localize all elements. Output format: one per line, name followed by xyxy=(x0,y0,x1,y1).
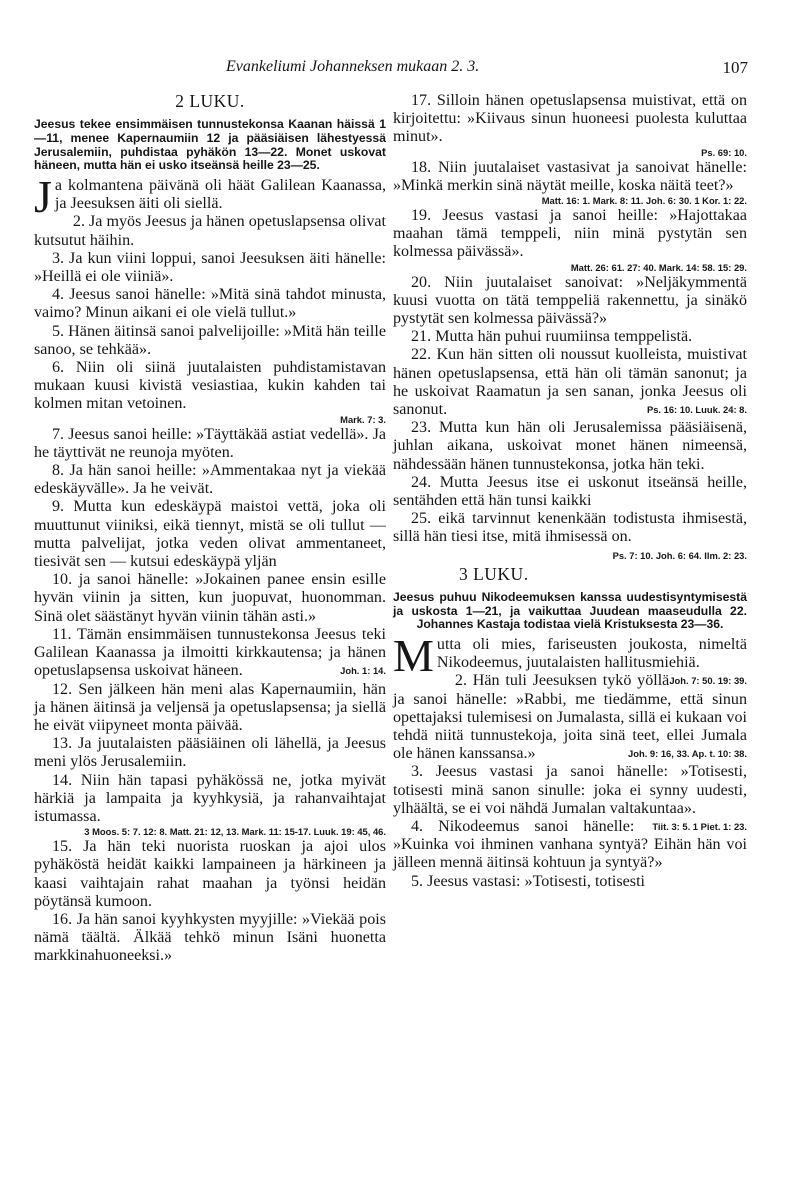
dropcap-j: J xyxy=(34,171,52,223)
verse-2-4: 4. Jeesus sanoi hänelle: »Mitä sinä tahdot minusta, vaimo? Minun aikani ei ole vielä tullut.» xyxy=(34,286,386,322)
verse-2-20: 20. Niin juutalaiset sanoivat: »Neljäkymmentä kuusi vuotta on tätä temppeliä rakennettu, ja sinäkö pystytät sen kolmessa päivässä?» xyxy=(393,273,747,328)
verse-3-2: 2. Hän tuli Jeesuksen tykö yöllä ja sanoi hänelle: »Rabbi, me tiedämme, että sinun opettajaksi tulemisesi on Jumalasta, sillä ei kukaan voi tehdä niitä tunnustekoja, joita sinä teet, ellei Jumala ole hänen kanssansa.» Joh. 9: 16, 33. Ap. t. 10: 38. xyxy=(393,672,747,763)
verse-2-22: 22. Kun hän sitten oli noussut kuolleista, muistivat hänen opetuslapsensa, että hän oli tämän sanonut; ja he uskoivat Raamatun ja sen sanan, jonka Jeesus oli sanonut. Ps. 16: 10. Luuk. 24: 8. xyxy=(393,346,747,419)
verse-2-24: 24. Mutta Jeesus itse ei uskonut itseänsä heille, sentähden että hän tunsi kaikki xyxy=(393,473,747,510)
verse-3-5: 5. Jeesus vastasi: »Totisesti, totisesti xyxy=(411,872,646,890)
cross-reference: Ps. 7: 10. Joh. 6: 64. Ilm. 2: 23. xyxy=(612,549,747,561)
verse-2-19: 19. Jeesus vastasi ja sanoi heille: »Hajottakaa maahan tämä temppeli, niin minä pystytän sen kolmessa päivässä». xyxy=(393,207,747,261)
verse-2-10: 10. ja sanoi hänelle: »Jokainen panee ensin esille hyvän viinin ja sitten, kun juopuvat, huonomman. Sinä olet säästänyt hyvän viinin tähän asti.» xyxy=(34,571,386,625)
verse-2-18: 18. Niin juutalaiset vastasivat ja sanoivat hänelle: »Minkä merkin sinä näytät meille, koska näitä teet?» xyxy=(393,158,747,194)
verse-2-14: 14. Niin hän tapasi pyhäkössä ne, jotka myivät härkiä ja lampaita ja kyyhkysiä, ja rahanvaihtajat istumassa. xyxy=(34,771,386,825)
verse-2-23: 23. Mutta kun hän oli Jerusalemissa pääsiäisenä, juhlan aikana, uskoivat monet hänen nimeensä, nähdessään hänen tunnustekonsa, jotka hän teki. xyxy=(393,419,747,473)
cross-reference: 3 Moos. 5: 7. 12: 8. Matt. 21: 12, 13. Mark. 11: 15-17. Luuk. 19: 45, 46. xyxy=(84,826,386,838)
running-title: Evankeliumi Johanneksen mukaan 2. 3. xyxy=(226,58,480,75)
verse-2-8: 8. Ja hän sanoi heille: »Ammentakaa nyt ja viekää edeskäyvälle». Ja he veivät. xyxy=(34,462,386,498)
cross-reference: Ps. 16: 10. Luuk. 24: 8. xyxy=(646,404,747,416)
verse-2-16: 16. Ja hän sanoi kyyhkysten myyjille: »Viekää pois nämä täältä. Älkää tehkö minun Isäni huonetta markkinahuoneeksi.» xyxy=(34,910,386,965)
verse-3-4: 4. Nikodeemus sanoi hänelle: »Kuinka voi ihminen vanhana syntyä? Eihän hän voi jälleen mennä äitinsä kohtuun ja syntyä?» xyxy=(393,818,747,872)
verse-3-1: Mutta oli mies, fariseusten joukosta, nimeltä Nikodeemus, juutalaisten hallitusmiehiä. Joh. 7: 50. 19: 39. xyxy=(393,636,747,672)
verse-2-21: 21. Mutta hän puhui ruumiinsa temppelistä. xyxy=(411,328,693,346)
cross-reference: Mark. 7: 3. xyxy=(340,413,386,425)
page-number: 107 xyxy=(722,58,748,77)
chapter-2-heading: 2 LUKU. xyxy=(175,91,245,111)
verse-2-13: 13. Ja juutalaisten pääsiäinen oli lähellä, ja Jeesus meni ylös Jerusalemiin. xyxy=(34,735,386,771)
cross-reference: Joh. 1: 14. xyxy=(340,665,386,677)
verse-2-11: 11. Tämän ensimmäisen tunnustekonsa Jeesus teki Galilean Kaanassa ja ilmoitti kirkkautensa; ja hänen opetuslapsensa uskoivat häneen. Joh. 1: 14. xyxy=(34,625,386,680)
chapter-3-summary: Jeesus puhuu Nikodeemuksen kanssa uudestisyntymisestä ja uskosta 1—21, ja vaikuttaa Juudean maaseudulla 22. Johannes Kastaja todistaa vielä Kristuksesta 23—36. xyxy=(393,589,747,632)
verse-2-5: 5. Hänen äitinsä sanoi palvelijoille: »Mitä hän teille sanoo, se tehkää». xyxy=(34,322,386,358)
verse-3-3: 3. Jeesus vastasi ja sanoi hänelle: »Totisesti, totisesti minä sanon sinulle: joka ei synny uudesti, ylhäältä, se ei voi nähdä Jumalan valtakuntaa». Tiit. 3: 5. 1 Piet. 1: 23. xyxy=(393,763,747,818)
cross-reference: Tiit. 3: 5. 1 Piet. 1: 23. xyxy=(652,821,747,833)
cross-reference: Ps. 69: 10. xyxy=(701,146,747,158)
chapter-2-summary: Jeesus tekee ensimmäisen tunnustekonsa Kaanan häissä 1—11, menee Kapernaumiin 12 ja pääsiäisen lähestyessä Jerusalemiin, puhdistaa pyhäkön 13—22. Monet uskovat häneen, mutta hän ei usko itseänsä heille 23—25. xyxy=(34,117,386,173)
verse-2-6: 6. Niin oli siinä juutalaisten puhdistamistavan mukaan kuusi kivistä vesiastiaa, kukin kahden tai kolmen mitan vetoinen. xyxy=(34,359,386,413)
verse-2-12: 12. Sen jälkeen hän meni alas Kapernaumiin, hän ja hänen äitinsä ja veljensä ja opetuslapsensa; ja siellä he eivät viipyneet monta päivää. xyxy=(34,680,386,734)
left-column xyxy=(34,92,386,966)
right-column xyxy=(393,92,747,891)
verse-2-7: 7. Jeesus sanoi heille: »Täyttäkää astiat vedellä». Ja he täyttivät ne reunoja myöten. xyxy=(34,425,386,461)
cross-reference: Joh. 7: 50. 19: 39. xyxy=(669,675,747,687)
verse-2-25: 25. eikä tarvinnut kenenkään todistusta ihmisestä, sillä hän tiesi itse, mitä ihmisessä on. Ps. 7: 10. Joh. 6: 64. Ilm. 2: 23. xyxy=(393,510,747,546)
cross-reference: Matt. 16: 1. Mark. 8: 11. Joh. 6: 30. 1 Kor. 1: 22. xyxy=(541,195,747,207)
verse-2-15: 15. Ja hän teki nuorista ruoskan ja ajoi ulos pyhäköstä heidät kaikki lampaineen ja härkineen ja kaasi vaihtajain rahat maahan ja työnsi heidän pöytänsä kumoon. xyxy=(34,838,386,910)
verse-2-1: Ja kolmantena päivänä oli häät Galilean Kaanassa, ja Jeesuksen äiti oli siellä. xyxy=(34,171,386,223)
verse-2-3: 3. Ja kun viini loppui, sanoi Jeesuksen äiti hänelle: »Heillä ei ole viiniä». xyxy=(34,249,386,286)
verse-2-17: 17. Silloin hänen opetuslapsensa muistivat, että on kirjoitettu: »Kiivaus sinun huoneesi puolesta kuluttaa minut». xyxy=(393,92,747,146)
verse-2-2: 2. Ja myös Jeesus ja hänen opetuslapsensa olivat kutsutut häihin. xyxy=(34,213,386,249)
chapter-3-heading: 3 LUKU. xyxy=(458,563,529,584)
cross-reference: Matt. 26: 61. 27: 40. Mark. 14: 58. 15: 29. xyxy=(570,261,747,273)
dropcap-m: M xyxy=(393,629,434,681)
cross-reference: Joh. 9: 16, 33. Ap. t. 10: 38. xyxy=(628,748,747,760)
verse-2-9: 9. Mutta kun edeskäypä maistoi vettä, joka oli muuttunut viiniksi, eikä tiennyt, mistä se oli tullut — mutta palvelijat, jotka veden olivat ammentaneet, tiesivät sen — kutsui edeskäypä yljän xyxy=(34,498,386,571)
page-header xyxy=(30,58,760,84)
